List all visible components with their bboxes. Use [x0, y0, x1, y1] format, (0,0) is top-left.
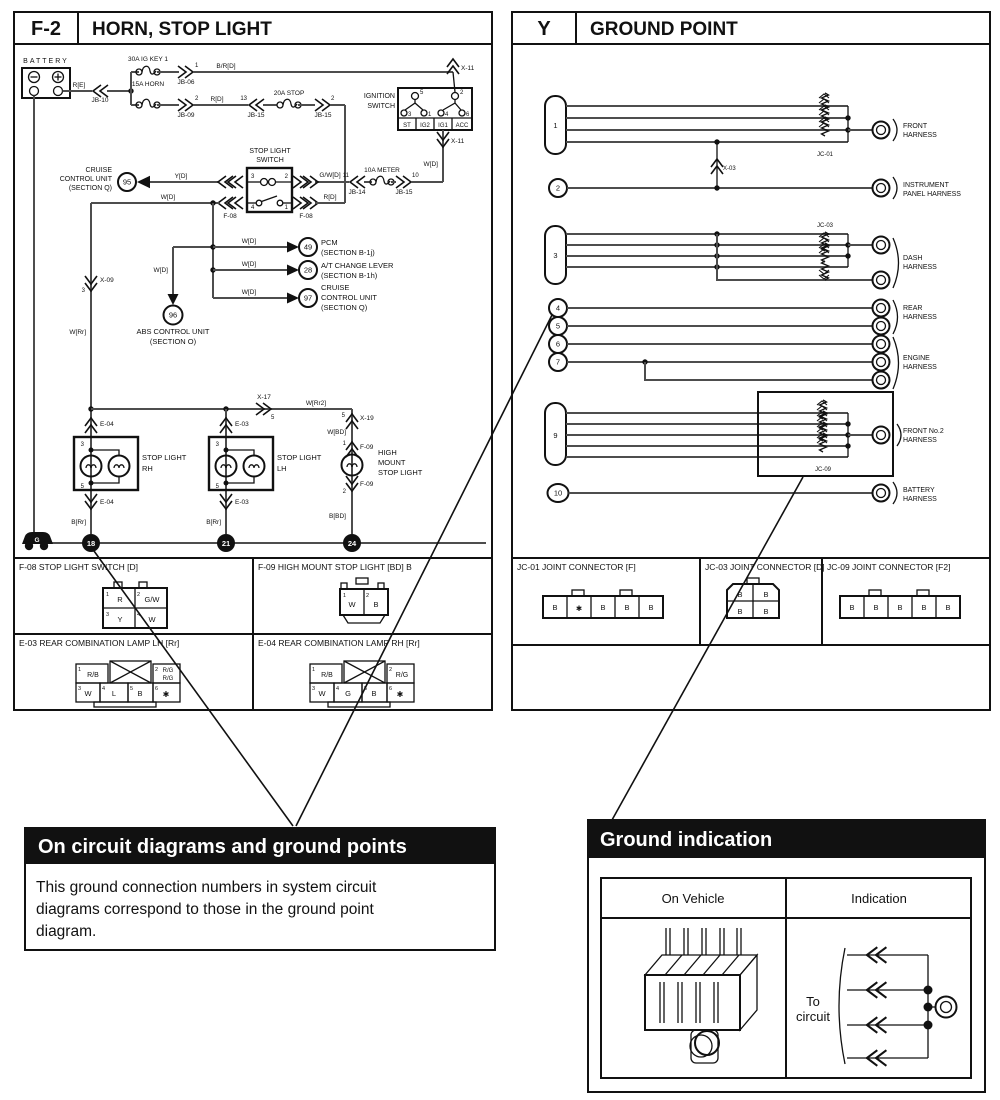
e03-pin6: 6: [155, 686, 159, 692]
rh-pin-top: 3: [80, 442, 84, 448]
jc09-c1: B: [849, 603, 855, 612]
x11-top-label: X-11: [461, 65, 475, 72]
x19-pin: 5: [341, 413, 345, 419]
sls-pin-1: 1: [284, 205, 288, 211]
hm-line3: STOP LIGHT: [378, 468, 423, 477]
gp1-ground-icon: [873, 122, 890, 139]
callout-pointer-lines: [94, 315, 803, 826]
f08-c1: R: [117, 595, 123, 604]
gp9-harness-1: FRONT No.2: [903, 428, 944, 435]
high-mount-stop-light: [329, 441, 423, 520]
jc01-c5: B: [648, 603, 654, 612]
jb15-meter-label: JB-15: [395, 189, 413, 196]
rear-harness-2: HARNESS: [903, 314, 937, 321]
e03-c5: B: [137, 689, 143, 698]
gp1-harness-2: HARNESS: [903, 132, 937, 139]
e04-c1: R/B: [321, 672, 333, 679]
to-circuit-line1: To: [806, 994, 820, 1009]
ignition-title-1: IGNITION: [363, 93, 395, 100]
wd-branches: [91, 194, 394, 346]
pcm-num: 49: [303, 242, 313, 252]
e03-pin4: 4: [102, 686, 106, 692]
battery-label: BATTERY: [23, 58, 69, 65]
ign-pin1: 1: [428, 112, 432, 118]
jc03-c1: B: [737, 590, 743, 599]
ign-pos-acc: ACC: [455, 123, 469, 129]
note-title: On circuit diagrams and ground points: [38, 836, 407, 858]
jc01-c1: B: [552, 603, 558, 612]
cruise-control-95: [60, 167, 219, 192]
e03-bottom-label: E-03: [235, 499, 249, 506]
jc09-connector-drawing: [840, 590, 960, 618]
e04-pin2: 2: [389, 667, 393, 673]
hm-line2: MOUNT: [378, 458, 406, 467]
wire-wd-b1: W[D]: [241, 238, 257, 245]
f09-pin2: 2: [366, 593, 370, 599]
left-panel-title: HORN, STOP LIGHT: [92, 19, 272, 40]
ground-18: 18: [86, 539, 96, 548]
ground-points-4-7: [549, 299, 937, 389]
f09-bottom-label: F-09: [360, 481, 374, 488]
gp2-harness-2: PANEL HARNESS: [903, 191, 961, 198]
e04-pin6: 6: [389, 686, 393, 692]
jc01-label: JC-01: [816, 152, 834, 158]
gp3-ground2-icon: [873, 272, 890, 289]
wire-brr-rh: B[Rr]: [71, 519, 86, 526]
jc01-c2: ✱: [575, 604, 583, 613]
indication-ground-icon: [936, 997, 957, 1018]
stop-light-rh: [71, 418, 187, 526]
jc01-connector-drawing: [543, 590, 663, 618]
e03-pin5: 5: [130, 686, 134, 692]
at-lever-section: (SECTION B-1h): [321, 271, 378, 280]
e03-c1: R/B: [87, 672, 99, 679]
jb15-pin13: 13: [240, 96, 247, 102]
wire-wd-b2: W[D]: [241, 261, 257, 268]
gp5-num: 5: [555, 321, 561, 331]
stop-light-switch: [218, 148, 345, 220]
fuse-20a-label: 20A STOP: [273, 90, 305, 97]
ground-point-1: [545, 93, 937, 188]
engine-harness-2: HARNESS: [903, 364, 937, 371]
left-panel: [14, 12, 492, 710]
gp7-ground2-icon: [873, 372, 890, 389]
sls-title-1: STOP LIGHT: [249, 148, 291, 155]
fuse-15a-label: 15A HORN: [131, 81, 165, 88]
e04-c5: B: [371, 689, 377, 698]
jc09-c2: B: [873, 603, 879, 612]
e03-c6: ✱: [162, 690, 170, 699]
wire-brd: B/R[D]: [216, 63, 236, 70]
gp9-ground-icon: [873, 427, 890, 444]
jc01-c3: B: [600, 603, 606, 612]
jb15-meter-pin: 10: [412, 173, 419, 179]
jb14-label: JB-14: [348, 189, 366, 196]
e03-table-title: E-03 REAR COMBINATION LAMP LH [Rr]: [19, 638, 180, 648]
left-connector-table: [14, 558, 492, 710]
cruise95-line1: CRUISE: [85, 167, 112, 174]
fuse-10a-label: 10A METER: [364, 167, 400, 174]
ign-pin3: 3: [408, 112, 412, 118]
meter-fuse-row: [315, 167, 443, 196]
jb06-pin: 1: [195, 63, 199, 69]
cruise97-num: 97: [303, 293, 313, 303]
lh-label-2: LH: [277, 464, 287, 473]
wire-wbd: W[BD]: [327, 429, 346, 436]
jb15-connector2-icon: [315, 99, 330, 111]
ign-pin6: 6: [466, 112, 470, 118]
ground-21: 21: [221, 539, 231, 548]
ground-point-9: [545, 392, 944, 476]
to-circuit-line2: circuit: [796, 1009, 830, 1024]
e03-c2b: R/G: [162, 676, 174, 682]
arrow-left-icon: [137, 176, 150, 188]
f08-pin3: 3: [106, 612, 110, 618]
x09-label: X-09: [100, 277, 114, 284]
e03-pin1: 1: [78, 667, 82, 673]
gp1-num: 1: [553, 121, 558, 130]
sls-title-2: SWITCH: [256, 157, 284, 164]
jc09-c3: B: [897, 603, 903, 612]
f09-c1: W: [348, 600, 356, 609]
wire-rd-switch: R[D]: [323, 194, 337, 201]
ground-point-2: [549, 177, 961, 199]
e04-table-title: E-04 REAR COMBINATION LAMP RH [Rr]: [258, 638, 420, 648]
f08-right-label: F-08: [299, 213, 313, 220]
jc09-c5: B: [945, 603, 951, 612]
gp7-num: 7: [555, 357, 561, 367]
e03-c4: L: [111, 689, 117, 698]
e03-c3: W: [84, 689, 92, 698]
right-panel-code: Y: [537, 18, 551, 40]
e04-bottom-label: E-04: [100, 499, 114, 506]
on-vehicle-header: On Vehicle: [661, 891, 725, 906]
gp10-harness-1: BATTERY: [903, 487, 935, 494]
e04-pin4: 4: [336, 686, 340, 692]
wire-yd: Y[D]: [174, 173, 188, 180]
gp1-harness-1: FRONT: [903, 123, 928, 130]
stop-20a-fuse-icon: [277, 99, 301, 108]
ground-point-3: [545, 223, 937, 289]
hm-pin-bottom: 2: [342, 489, 346, 495]
f08-c4: W: [148, 615, 156, 624]
hm-pin-top: 1: [342, 441, 346, 447]
jb06-label: JB-06: [177, 79, 195, 86]
ign-pos-st: ST: [403, 123, 411, 129]
e04-pin1: 1: [312, 667, 316, 673]
arrow-down-icon: [168, 294, 179, 305]
gp3-harness-1: DASH: [903, 255, 923, 262]
ign-pos-ig1: IG1: [438, 123, 448, 129]
note-body-line3: diagram.: [36, 923, 97, 940]
wire-bbd: B[BD]: [329, 513, 346, 520]
cruise97-line1: CRUISE: [321, 283, 350, 292]
x17-label: X-17: [257, 394, 271, 401]
jb15-meter-connector-icon: [396, 176, 411, 188]
jb14-connector-icon: [350, 176, 365, 188]
jb09-pin: 2: [195, 96, 199, 102]
jb06-connector-icon: [178, 66, 193, 78]
e03-pin3: 3: [78, 686, 82, 692]
note-body-line2: diagrams correspond to those in the ground point: [36, 901, 374, 918]
wire-wrr2: W[Rr2]: [305, 400, 327, 407]
jc09-table-title: JC-09 JOINT CONNECTOR [F2]: [827, 562, 951, 572]
abs-section: (SECTION O): [149, 337, 197, 346]
ignition-switch: [364, 88, 472, 130]
f09-pin1: 1: [343, 593, 347, 599]
e03-pin2: 2: [155, 667, 159, 673]
e04-c3: W: [318, 689, 326, 698]
f09-top-label: F-09: [360, 444, 374, 451]
gp10-ground-icon: [873, 485, 890, 502]
rh-label-1: STOP LIGHT: [142, 453, 187, 462]
jc03-label: JC-03: [816, 223, 834, 229]
gp2-ground-icon: [873, 180, 890, 197]
arrow-right-icon: [287, 242, 299, 253]
e04-pin5: 5: [364, 686, 368, 692]
wire-wd-abs: W[D]: [153, 267, 168, 274]
f08-connector-drawing: [103, 582, 167, 628]
pcm-section: (SECTION B-1j): [321, 248, 375, 257]
e04-c2: R/G: [395, 672, 409, 679]
jc03-c4: B: [763, 607, 769, 616]
wire-gwd: G/W[D]: [319, 172, 341, 179]
cruise97-line2: CONTROL UNIT: [321, 293, 377, 302]
wire-brr-lh: B[Rr]: [206, 519, 221, 526]
ignition-title-2: SWITCH: [367, 103, 395, 110]
jc03-c3: B: [737, 607, 743, 616]
indication-header: Indication: [851, 891, 907, 906]
gp5-ground-icon: [873, 318, 890, 335]
wire-wd-main: W[D]: [160, 194, 176, 201]
rh-pin-bottom: 5: [80, 484, 84, 490]
ign-pin5: 5: [420, 90, 424, 96]
stop-light-lh: [206, 409, 322, 534]
sls-pin-4: 4: [251, 205, 255, 211]
ground-24: 24: [347, 539, 357, 548]
e04-c4: G: [345, 689, 351, 698]
f09-table-title: F-09 HIGH MOUNT STOP LIGHT [BD] B: [258, 562, 412, 572]
callout-ground-indication: [588, 820, 985, 1092]
gp6-num: 6: [555, 339, 561, 349]
e04-top-label: E-04: [100, 421, 114, 428]
f08-table-title: F-08 STOP LIGHT SWITCH [D]: [19, 562, 139, 572]
abs-label: ABS CONTROL UNIT: [136, 327, 210, 336]
e04-pin3: 3: [312, 686, 316, 692]
x03-label: X-03: [723, 166, 736, 172]
x17-pin: 5: [271, 415, 275, 421]
f09-connector-drawing: [340, 578, 388, 623]
f08-pin4: 4: [137, 612, 141, 618]
f08-pin2: 2: [137, 592, 141, 598]
rear-harness-1: REAR: [903, 305, 923, 312]
x19-label: X-19: [360, 415, 374, 422]
at-lever-label: A/T CHANGE LEVER: [321, 261, 394, 270]
jb10-label: JB-10: [91, 97, 109, 104]
cruise95-line3: (SECTION Q): [68, 185, 112, 192]
wire-wrr: W[Rr]: [69, 329, 86, 336]
sls-pin-3: 3: [251, 174, 255, 180]
callout-circuit-note: [25, 828, 495, 950]
ign-pin4: 4: [445, 112, 449, 118]
cruise97-line3: (SECTION Q): [321, 303, 368, 312]
jb10-connector-icon: [93, 85, 108, 97]
note-body-line1: This ground connection numbers in system circuit: [36, 879, 377, 896]
jc09-c4: B: [921, 603, 927, 612]
jb09-label: JB-09: [177, 112, 195, 119]
jc01-c4: B: [624, 603, 630, 612]
lh-label-1: STOP LIGHT: [277, 453, 322, 462]
at-lever-num: 28: [303, 265, 313, 275]
x09-pin: 3: [81, 288, 85, 294]
e03-top-label: E-03: [235, 421, 249, 428]
right-panel: [512, 12, 990, 710]
jb15-label-a: JB-15: [247, 112, 265, 119]
indication-drawing: [796, 947, 956, 1066]
wire-rd-feed: R[D]: [210, 96, 224, 103]
f08-c3: Y: [117, 615, 123, 624]
jc03-c2: B: [763, 590, 769, 599]
left-panel-code: F-2: [31, 18, 61, 40]
e04-connector-drawing: [310, 661, 414, 707]
ground-point-10: [548, 482, 938, 504]
lh-pin-top: 3: [215, 442, 219, 448]
gp2-num: 2: [555, 183, 561, 193]
e03-connector-drawing: [76, 661, 180, 707]
ign-pos-ig2: IG2: [420, 123, 430, 129]
sls-pin-2: 2: [284, 174, 288, 180]
e03-c2a: R/G: [162, 668, 174, 674]
wire-wd-ign: W[D]: [423, 161, 438, 168]
abs-num: 96: [168, 310, 178, 320]
f08-c2: G/W: [144, 595, 160, 604]
fuse-30a-label: 30A IG KEY 1: [128, 56, 168, 63]
f08-pin1: 1: [106, 592, 110, 598]
x11-bottom-label: X-11: [451, 138, 465, 145]
wire-wd-b3: W[D]: [241, 289, 257, 296]
jb15-pin2: 2: [331, 96, 335, 102]
cruise95-line2: CONTROL UNIT: [59, 176, 112, 183]
f08-left-label: F-08: [223, 213, 237, 220]
jb15-label-b: JB-15: [314, 112, 332, 119]
gp10-harness-2: HARNESS: [903, 496, 937, 503]
gp2-harness-1: INSTRUMENT: [903, 182, 949, 189]
horn-fuse-row: [128, 56, 475, 92]
cruise95-num: 95: [122, 177, 132, 187]
e04-c6: ✱: [396, 690, 404, 699]
body-ground-car-icon: [22, 532, 53, 550]
meter-fuse-icon: [370, 176, 394, 185]
hm-line1: HIGH: [378, 448, 397, 457]
body-ground-letter: G: [34, 537, 40, 544]
gp4-ground-icon: [873, 300, 890, 317]
jc03-table-title: JC-03 JOINT CONNECTOR [D]: [705, 562, 825, 572]
gp9-num: 9: [553, 431, 558, 440]
ground-indication-title: Ground indication: [600, 829, 773, 851]
lh-pin-bottom: 5: [215, 484, 219, 490]
horn-fuse-icon: [136, 66, 160, 75]
gp10-num: 10: [553, 488, 563, 498]
ground-bus: [22, 532, 486, 552]
on-vehicle-drawing: [645, 928, 757, 1063]
ign-pin2: 2: [460, 90, 464, 96]
jc01-table-title: JC-01 JOINT CONNECTOR [F]: [517, 562, 636, 572]
wire-re: R[E]: [72, 82, 86, 89]
rh-label-2: RH: [142, 464, 153, 473]
gp3-ground-icon: [873, 237, 890, 254]
jb09-connector-icon: [178, 99, 193, 111]
jb15-connector-icon: [249, 99, 264, 111]
gp7-ground-icon: [873, 354, 890, 371]
stop-fuse-icon: [136, 99, 160, 108]
gp6-ground-icon: [873, 336, 890, 353]
pcm-label: PCM: [321, 238, 338, 247]
gp4-num: 4: [555, 303, 561, 313]
engine-harness-1: ENGINE: [903, 355, 930, 362]
right-panel-title: GROUND POINT: [590, 19, 738, 40]
gp3-harness-2: HARNESS: [903, 264, 937, 271]
gp9-harness-2: HARNESS: [903, 437, 937, 444]
jb14-pin: 11: [342, 173, 349, 179]
f09-c2: B: [373, 600, 379, 609]
gp3-num: 3: [553, 251, 558, 260]
jc09-label: JC-09: [814, 467, 832, 473]
